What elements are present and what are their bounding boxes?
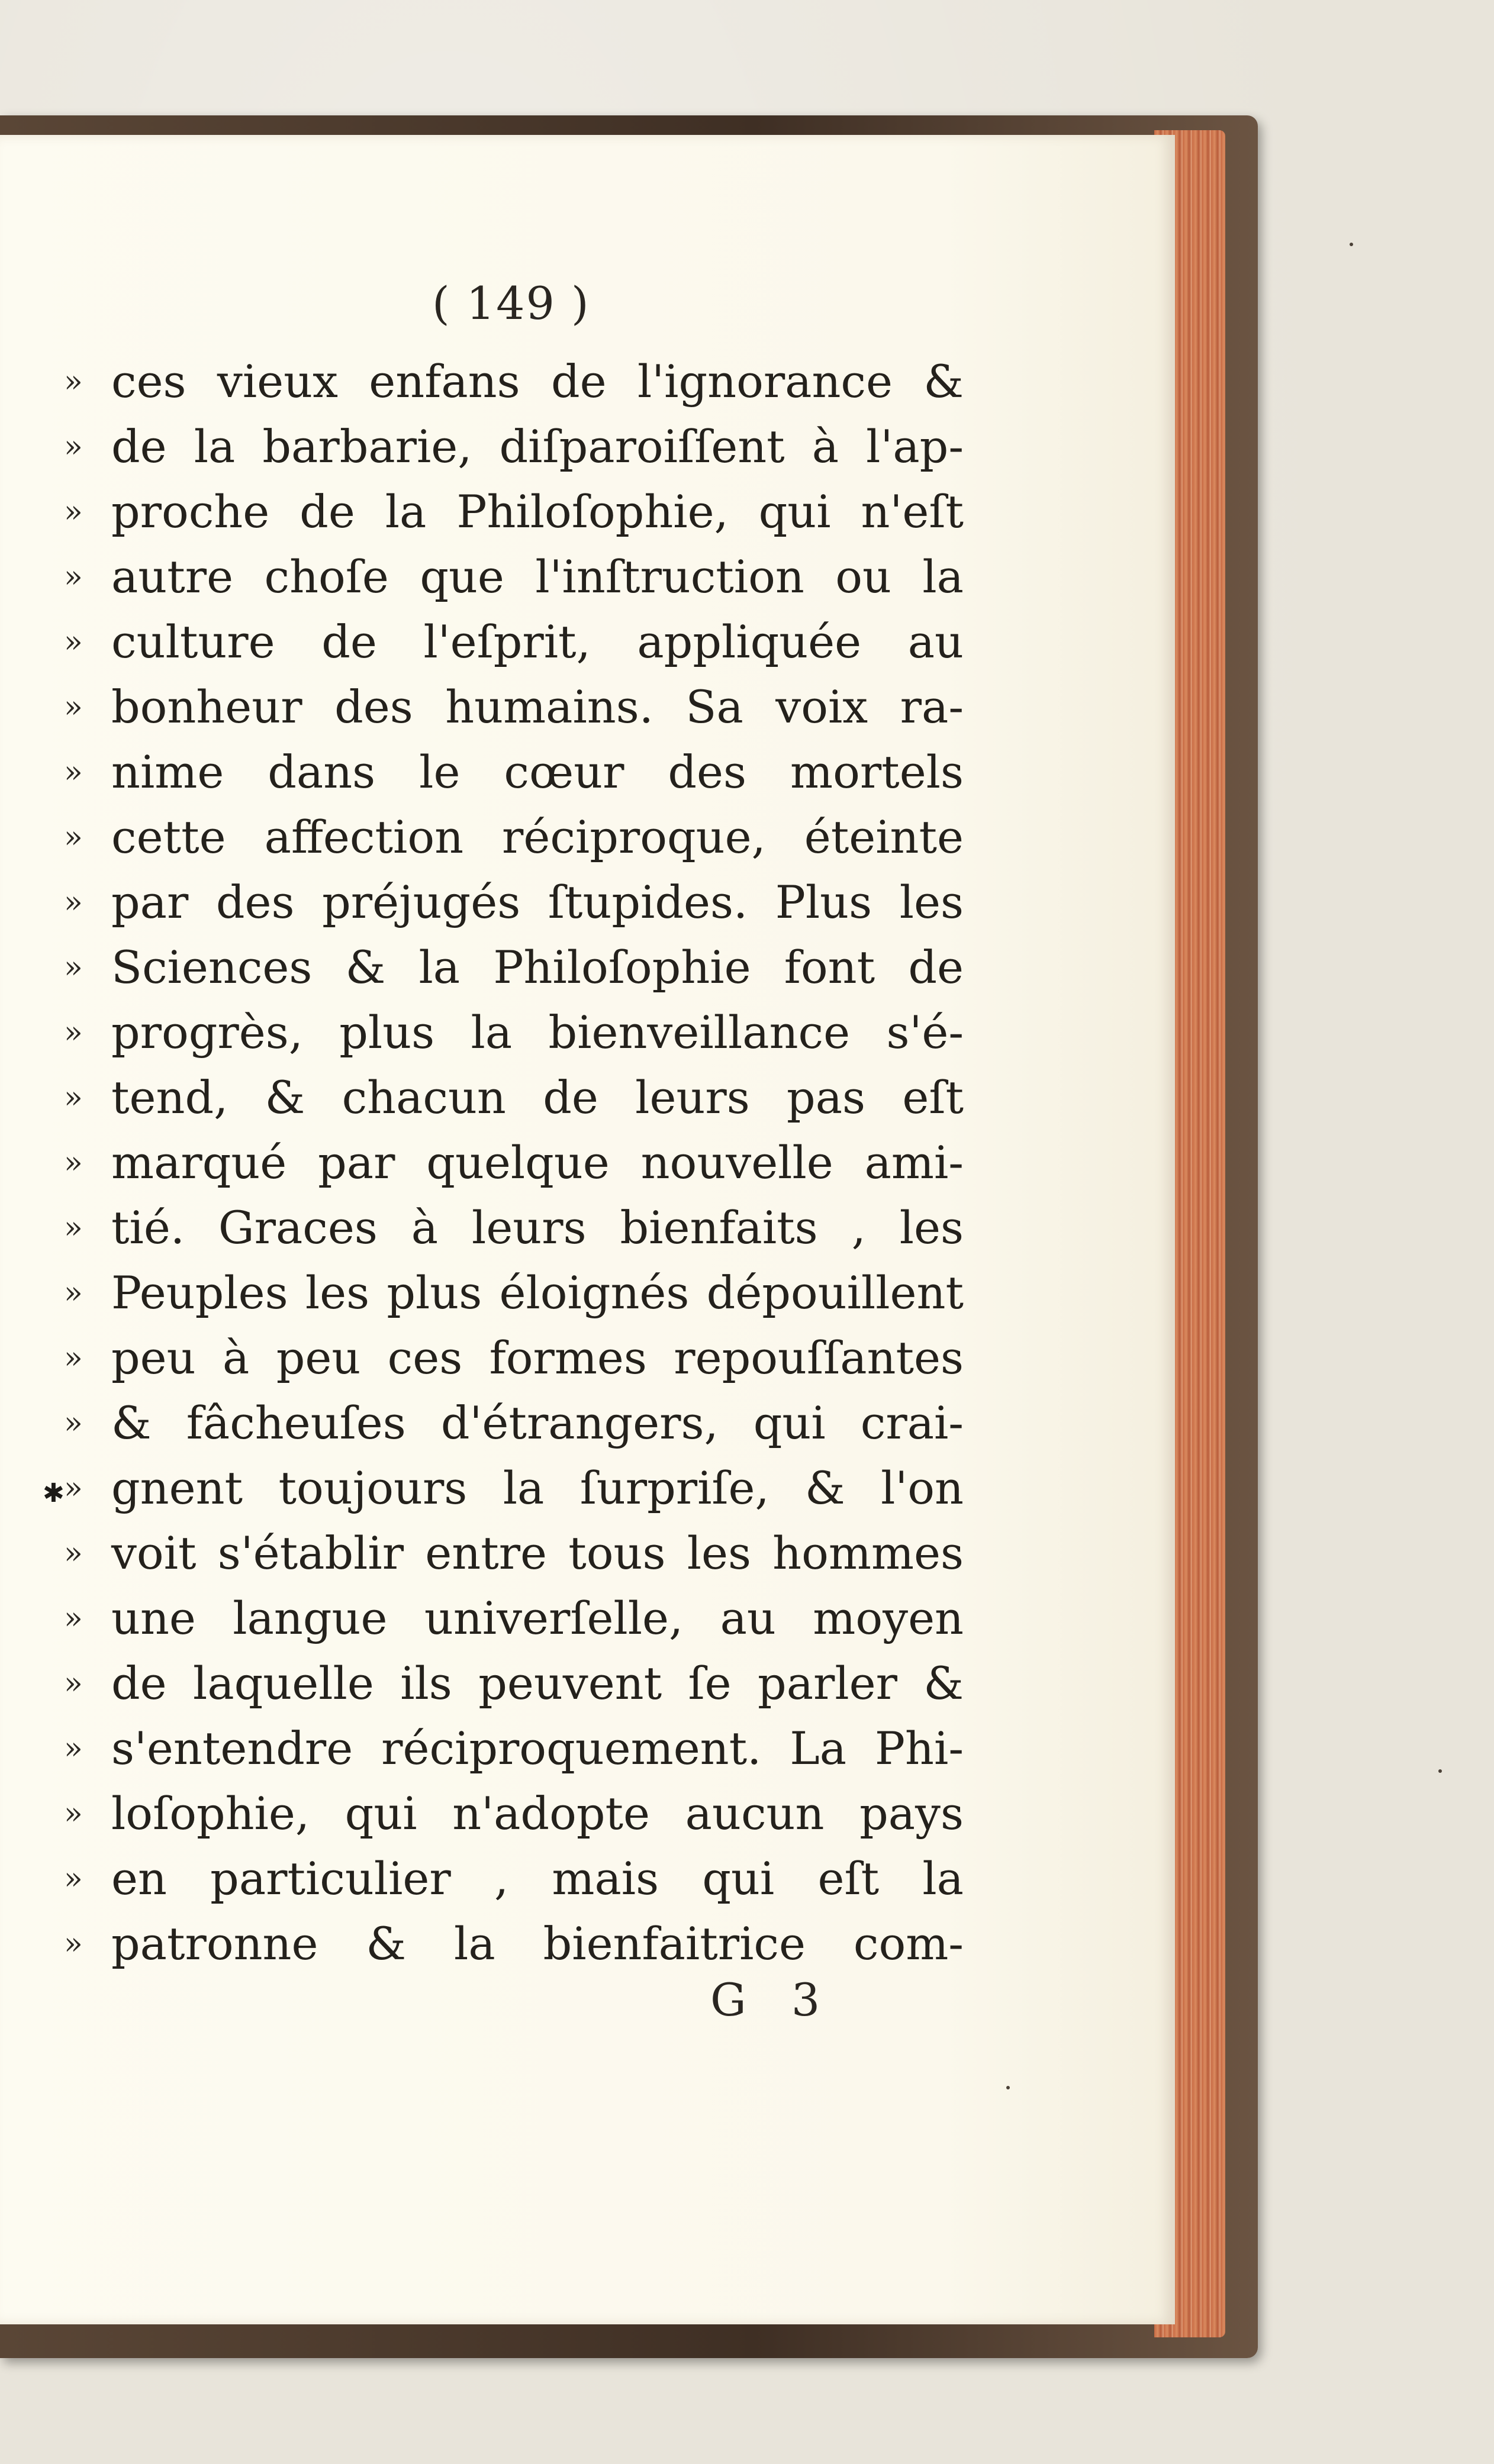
quote-mark: » [64,1145,83,1181]
quote-mark: » [64,624,83,660]
text-line [64,1065,987,1130]
line-text: cette affection réciproque, éteinte [111,811,964,863]
text-line [64,1325,987,1391]
quote-mark: » [64,1926,83,1962]
text-line [64,479,987,544]
quote-mark: » [64,1340,83,1376]
quote-mark: » [64,1275,83,1311]
text-line [64,1195,987,1260]
quote-mark: » [64,1666,83,1701]
text-line [64,1521,987,1586]
quote-mark: » [64,1536,83,1571]
line-text: peu à peu ces formes repouſſantes [111,1331,964,1384]
quote-mark: » [64,820,83,855]
line-text: en particulier , mais qui eſt la [111,1852,964,1905]
line-text: loſophie, qui n'adopte aucun pays [111,1787,964,1840]
ink-blot-icon: ✱ [43,1478,65,1508]
text-line [64,740,987,805]
line-text: une langue univerſelle, au moyen [111,1592,964,1644]
quote-mark: » [64,1796,83,1831]
text-line [64,1651,987,1716]
quote-mark: » [64,1210,83,1246]
text-line [64,805,987,870]
page-number: ( 149 ) [432,277,590,330]
text-line [64,1781,987,1846]
text-line [64,675,987,740]
quote-mark: » [64,429,83,465]
paper-speck [1350,243,1353,246]
line-text: voit s'établir entre tous les hommes [111,1527,964,1579]
quote-mark: » [64,364,83,399]
quote-mark: » [64,885,83,920]
quote-mark: » [64,1405,83,1441]
quote-mark: » [64,689,83,725]
line-text: de la barbarie, diſparoiſſent à l'ap- [111,420,964,473]
text-line [64,1391,987,1456]
line-text: par des préjugés ſtupides. Plus les [111,876,964,928]
text-line [64,1260,987,1325]
signature-mark: G 3 [710,1973,836,2026]
line-text: progrès, plus la bienveillance s'é- [111,1006,964,1059]
text-line [64,1456,987,1521]
text-line [64,544,987,609]
quote-mark: » [64,1015,83,1050]
text-line [64,1716,987,1781]
paper-speck [1006,2086,1010,2089]
line-text: bonheur des humains. Sa voix ra- [111,680,964,733]
quote-mark: » [64,754,83,790]
text-line [64,609,987,675]
text-line [64,935,987,1000]
text-line [64,414,987,479]
line-text: de laquelle ils peuvent ſe parler & [111,1657,964,1710]
line-text: Sciences & la Philoſophie font de [111,941,964,994]
quote-mark: » [64,559,83,595]
text-line [64,870,987,935]
quote-mark: » [64,1601,83,1636]
quote-mark: » [64,1080,83,1115]
text-line [64,349,987,414]
line-text: culture de l'eſprit, appliquée au [111,615,964,668]
line-text: s'entendre réciproquement. La Phi- [111,1722,964,1775]
text-line [64,1130,987,1195]
body-text [64,349,987,1976]
paper-speck [1438,1769,1442,1773]
line-text: marqué par quelque nouvelle ami- [111,1136,964,1189]
line-text: Peuples les plus éloignés dépouillent [111,1266,964,1319]
text-line [64,1846,987,1911]
line-text: nime dans le cœur des mortels [111,746,964,798]
text-line [64,1000,987,1065]
text-line [64,1911,987,1976]
line-text: tié. Graces à leurs bienfaits , les [111,1201,964,1254]
line-text: ces vieux enfans de l'ignorance & [111,355,964,408]
line-text: proche de la Philoſophie, qui n'eſt [111,485,964,538]
quote-mark: » [64,950,83,985]
line-text: gnent toujours la ſurpriſe, & l'on [111,1462,964,1514]
line-text: autre choſe que l'inſtruction ou la [111,550,964,603]
line-text: & fâcheuſes d'étrangers, qui crai- [111,1397,964,1449]
line-text: tend, & chacun de leurs pas eſt [111,1071,964,1124]
quote-mark: » [64,1861,83,1897]
text-line [64,1586,987,1651]
quote-mark: » [64,1731,83,1766]
line-text: patronne & la bienfaitrice com- [111,1917,964,1970]
quote-mark: » [64,1470,83,1506]
quote-mark: » [64,494,83,530]
